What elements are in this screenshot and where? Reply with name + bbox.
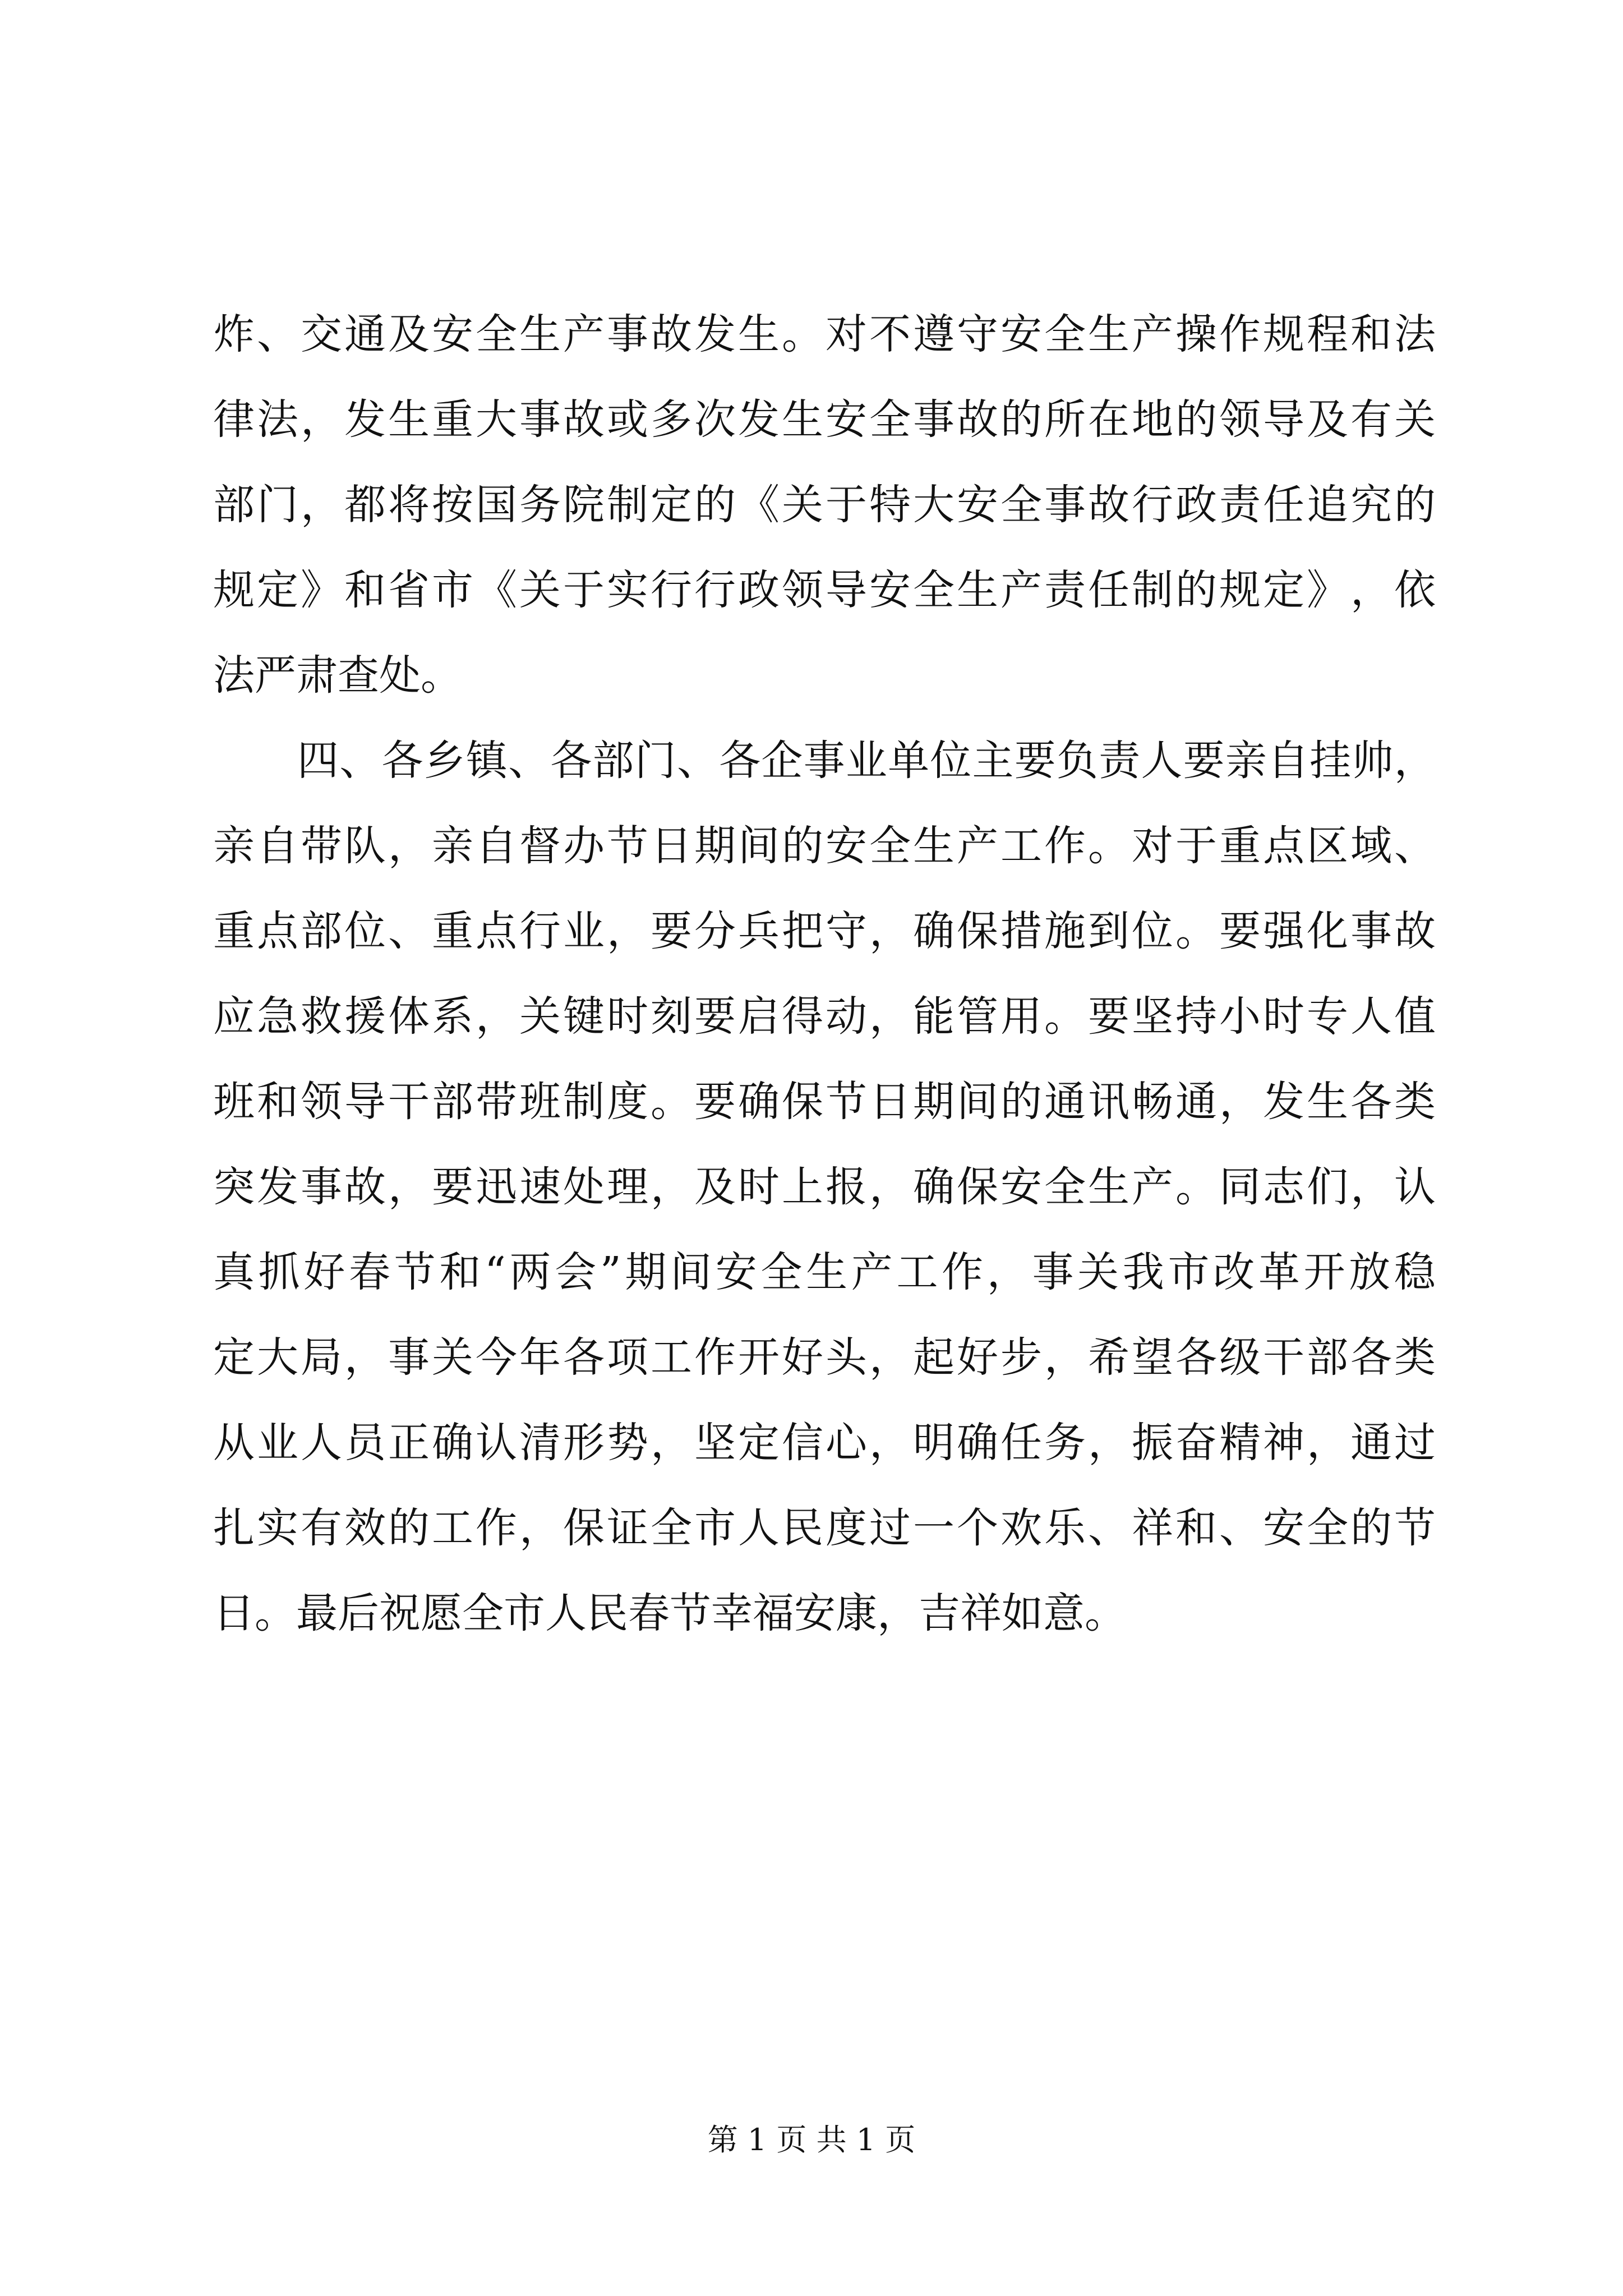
text-line: 规 定 》 和 省 市 《 关 于 实 行 行 政 领 导 安 全 生 产 责 任 制 的 规 定 》 ， 依 [213,566,1436,614]
text-line: 部 门 ， 都 将 按 国 务 院 制 定 的 《 关 于 特 大 安 全 事 故 行 政 责 任 追 究 的 [213,481,1436,529]
text-line: 重 点 部 位 、 重 点 行 业 ， 要 分 兵 把 守 ， 确 保 措 施 到 位 。 要 强 化 事 故 [213,907,1436,955]
text-line: 律 法 ， 发 生 重 大 事 故 或 多 次 发 生 安 全 事 故 的 所 在 地 的 领 导 及 有 关 [213,395,1436,444]
text-line: 四 、 各 乡 镇 、 各 部 门 、 各 企 事 业 单 位 主 要 负 责 人 要 亲 自 挂 帅 ， [297,737,1436,785]
text-line: 亲 自 带 队 ， 亲 自 督 办 节 日 期 间 的 安 全 生 产 工 作 。 对 于 重 点 区 域 、 [213,822,1436,870]
text-line: 日。最后祝愿全市人民春节幸福安康，吉祥如意。 [213,1589,1126,1637]
text-line: 法严肃查处。 [213,651,462,700]
paragraph [213,718,1436,1656]
text-line: 定 大 局 ， 事 关 今 年 各 项 工 作 开 好 头 ， 起 好 步 ， 希 望 各 级 干 部 各 类 [213,1333,1436,1382]
document-body [213,292,1436,1656]
text-line: 扎 实 有 效 的 工 作 ， 保 证 全 市 人 民 度 过 一 个 欢 乐 、 祥 和 、 安 全 的 节 [213,1504,1436,1552]
page-number-footer: 第 1 页 共 1 页 [707,2122,916,2157]
text-line: 突 发 事 故 ， 要 迅 速 处 理 ， 及 时 上 报 ， 确 保 安 全 生 产 。 同 志 们 ， 认 [213,1163,1436,1211]
paragraph [213,292,1436,718]
text-line: 真 抓 好 春 节 和 “ 两 会 ” 期 间 安 全 生 产 工 作 ， 事 关 我 市 改 革 开 放 稳 [213,1248,1436,1296]
text-line: 应 急 救 援 体 系 ， 关 键 时 刻 要 启 得 动 ， 能 管 用 。 要 坚 持 小 时 专 人 值 [213,992,1436,1041]
text-line: 炸 、 交 通 及 安 全 生 产 事 故 发 生 。 对 不 遵 守 安 全 生 产 操 作 规 程 和 法 [213,310,1436,358]
text-line: 从 业 人 员 正 确 认 清 形 势 ， 坚 定 信 心 ， 明 确 任 务 ， 振 奋 精 神 ， 通 过 [213,1419,1436,1467]
text-line: 班 和 领 导 干 部 带 班 制 度 。 要 确 保 节 日 期 间 的 通 讯 畅 通 ， 发 生 各 类 [213,1078,1436,1126]
